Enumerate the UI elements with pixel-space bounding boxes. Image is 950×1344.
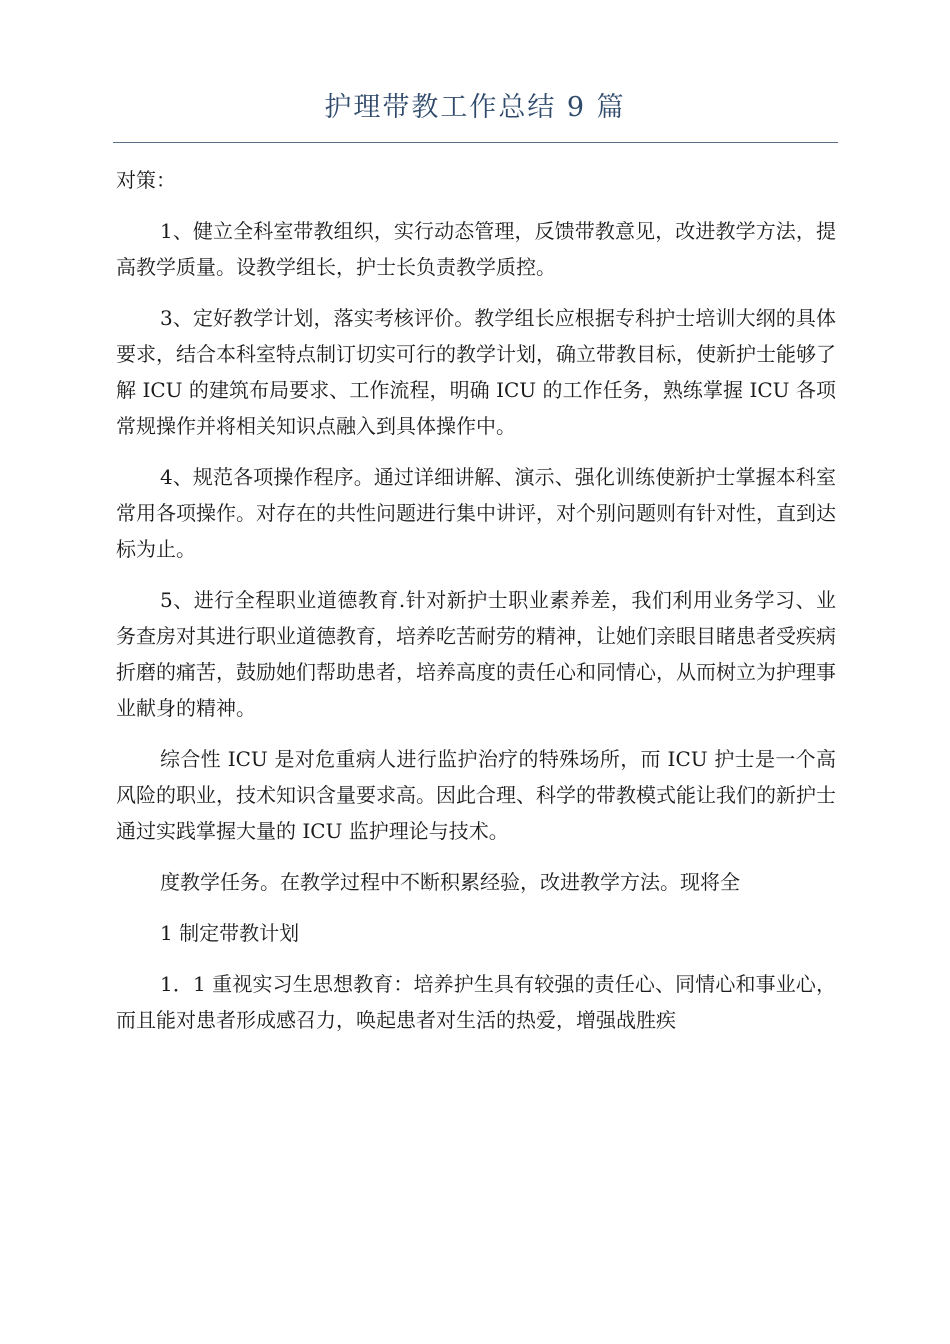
paragraph-7: 度教学任务。在教学过程中不断积累经验，改进教学方法。现将全 bbox=[160, 870, 740, 894]
paragraph-4: 4、规范各项操作程序。通过详细讲解、演示、强化训练使新护士掌握本科室常用各项操作。对存在的共性问题进行集中讲评，对个别问题则有针对性，直到达标为止。 bbox=[116, 465, 836, 561]
title-divider bbox=[113, 142, 838, 143]
document-body bbox=[116, 162, 836, 1053]
paragraph-3: 3、定好教学计划，落实考核评价。教学组长应根据专科护士培训大纲的具体要求，结合本科室特点制订切实可行的教学计划，确立带教目标，使新护士能够了解 ICU 的建筑布局要求、工作流程，明确 ICU 的工作任务，熟练掌握 ICU 各项常规操作并将相关知识点融入到具体操作中。 bbox=[116, 306, 836, 438]
paragraph-2: 1、健立全科室带教组织，实行动态管理，反馈带教意见，改进教学方法，提高教学质量。设教学组长，护士长负责教学质控。 bbox=[116, 219, 836, 279]
paragraph-1: 对策： bbox=[116, 168, 176, 192]
paragraph-6: 综合性 ICU 是对危重病人进行监护治疗的特殊场所，而 ICU 护士是一个高风险的职业，技术知识含量要求高。因此合理、科学的带教模式能让我们的新护士通过实践掌握大量的 ICU 监护理论与技术。 bbox=[116, 747, 836, 843]
paragraph-5: 5、进行全程职业道德教育.针对新护士职业素养差，我们利用业务学习、业务查房对其进行职业道德教育，培养吃苦耐劳的精神，让她们亲眼目睹患者受疾病折磨的痛苦，鼓励她们帮助患者，培养高度的责任心和同情心，从而树立为护理事业献身的精神。 bbox=[116, 588, 836, 720]
paragraph-8: 1 制定带教计划 bbox=[160, 921, 300, 945]
document-title: 护理带教工作总结 9 篇 bbox=[324, 92, 626, 123]
paragraph-9: 1．1 重视实习生思想教育：培养护生具有较强的责任心、同情心和事业心，而且能对患者形成感召力，唤起患者对生活的热爱，增强战胜疾 bbox=[116, 972, 836, 1032]
